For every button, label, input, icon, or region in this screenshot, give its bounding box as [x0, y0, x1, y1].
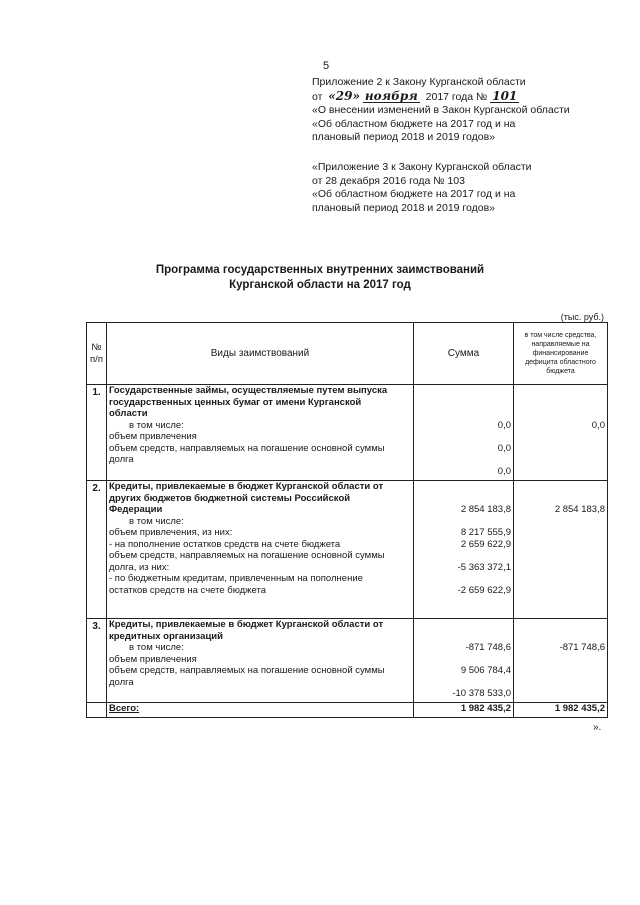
col-header-num: № п/п [87, 323, 107, 385]
header-amendment [312, 76, 570, 145]
header-line: «Об областном бюджете на 2017 год и на [312, 117, 516, 130]
header-original [312, 161, 532, 215]
col-header-sum: Сумма [414, 323, 514, 385]
row-kind: Кредиты, привлекаемые в бюджет Курганской области от других бюджетов бюджетной системы Российской Федерации в том числе: объем привлечения, из них: - на пополнение остатков средств на счете бюджета объем средств, направляемых на погашение основной суммы долга, из них: - по бюджетным кредитам, привлеченным на пополнение остатков средств на счете бюджета [107, 481, 414, 619]
row-number: 2. [87, 481, 107, 619]
closing-quote: ». [593, 722, 602, 733]
page-number: 5 [323, 60, 330, 72]
row-number: 3. [87, 619, 107, 703]
header-date-line: от «29» ноября 2017 года № 101 [312, 88, 518, 103]
total-row [87, 703, 608, 718]
units-label: (тыс. руб.) [560, 312, 604, 322]
header-line: Приложение 2 к Закону Курганской области [312, 76, 526, 88]
document-title: Программа государственных внутренних заимствований Курганской области на 2017 год [155, 264, 485, 291]
row-deficit: 0,0 [514, 385, 608, 481]
row-kind: Кредиты, привлекаемые в бюджет Курганской области от кредитных организаций в том числе: объем привлечения объем средств, направляемых на погашение основной суммы долга [107, 619, 414, 703]
table-header-row [87, 323, 608, 385]
total-label: Всего: [107, 703, 414, 718]
header-line: от 28 декабря 2016 года № 103 [312, 174, 465, 187]
header-line: плановый период 2018 и 2019 годов» [312, 131, 496, 143]
table-row [87, 385, 608, 481]
header-line: «Приложение 3 к Закону Курганской области [312, 161, 532, 173]
header-line: «О внесении изменений в Закон Курганской области [312, 104, 570, 116]
row-number: 1. [87, 385, 107, 481]
row-sum: 2 854 183,8 8 217 555,9 2 659 622,9 -5 363 372,1 -2 659 622,9 [414, 481, 514, 619]
header-line: «Об областном бюджете на 2017 год и на [312, 188, 516, 200]
row-deficit: 2 854 183,8 [514, 481, 608, 619]
col-header-deficit: в том числе средства, направляемые на финансирование дефицита областного бюджета [514, 323, 608, 385]
row-sum: -871 748,6 9 506 784,4 -10 378 533,0 [414, 619, 514, 703]
row-kind: Государственные займы, осуществляемые путем выпуска государственных ценных бумаг от имени Курганской области в том числе: объем привлечения объем средств, направляемых на погашение основной суммы долга [107, 385, 414, 481]
borrowing-table [86, 322, 608, 718]
col-header-kind: Виды заимствований [107, 323, 414, 385]
row-deficit: -871 748,6 [514, 619, 608, 703]
handwritten-day: «29» [328, 88, 360, 103]
handwritten-month: ноября [364, 88, 418, 103]
handwritten-law-number: 101 [492, 88, 518, 103]
header-line: плановый период 2018 и 2019 годов» [312, 201, 496, 214]
table-row [87, 619, 608, 703]
table-row [87, 481, 608, 619]
row-sum: 0,0 0,0 0,0 [414, 385, 514, 481]
total-deficit: 1 982 435,2 [514, 703, 608, 718]
total-sum: 1 982 435,2 [414, 703, 514, 718]
